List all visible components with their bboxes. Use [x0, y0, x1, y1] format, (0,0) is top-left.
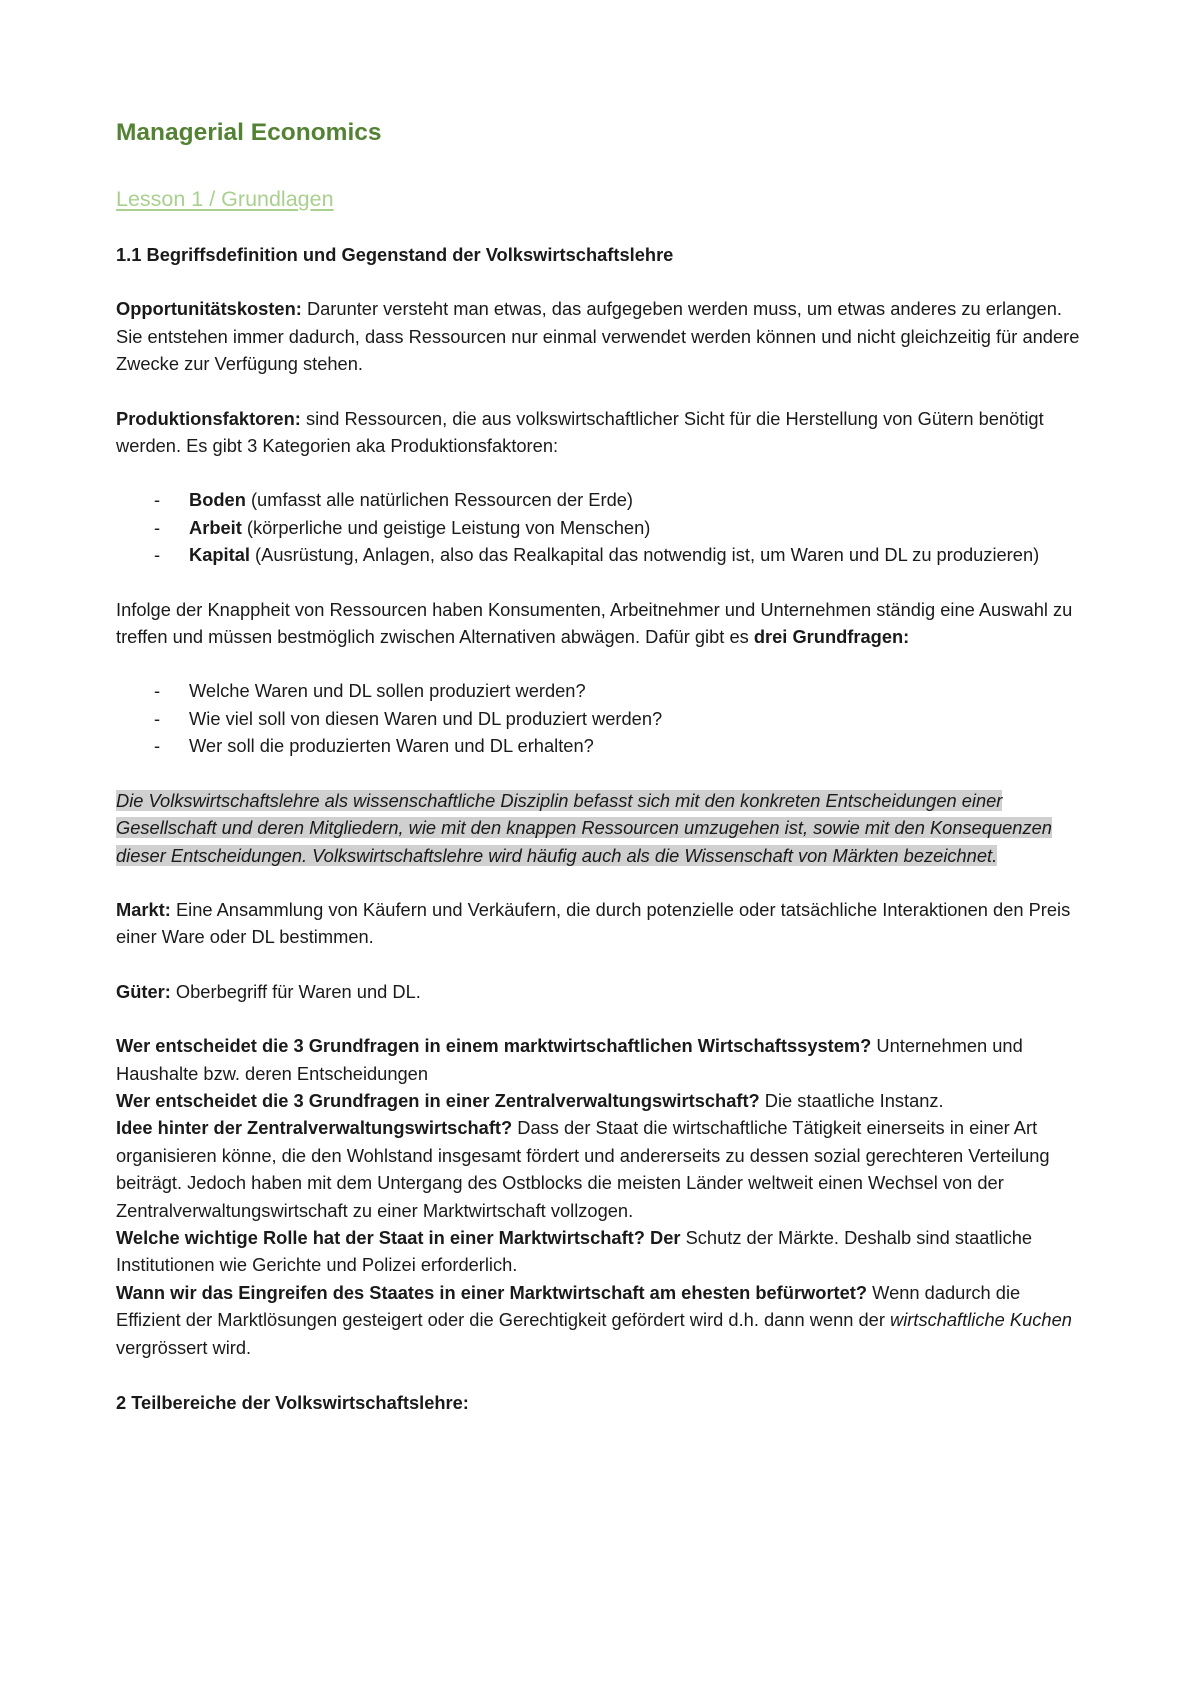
dash-bullet-icon: -	[154, 544, 161, 566]
production-factors-list	[116, 486, 1082, 568]
definition-goods: Oberbegriff für Waren und DL.	[170, 980, 421, 1002]
qa-question: Wer entscheidet die 3 Grundfragen in einem marktwirtschaftlichen Wirtschaftssystem?	[116, 1035, 872, 1057]
qa-answer-emphasis: wirtschaftliche Kuchen	[890, 1309, 1072, 1331]
paragraph-opportunity-costs	[116, 295, 1082, 377]
list-item	[116, 541, 1082, 568]
qa-item	[116, 1114, 1082, 1224]
factor-term: Boden	[189, 489, 246, 511]
highlighted-definition: Die Volkswirtschaftslehre als wissenschaftliche Disziplin befasst sich mit den konkreten Entscheidungen einer Gesellschaft und deren Mitgliedern, wie mit den knappen Ressourcen umzugehen ist, sowie mit den Konsequenzen dieser Entscheidungen. Volkswirtschaftslehre wird häufig auch als die Wissenschaft von Märkten bezeichnet.	[116, 789, 1052, 866]
qa-question: Welche wichtige Rolle hat der Staat in einer Marktwirtschaft? Der	[116, 1226, 681, 1248]
basic-questions-list	[116, 677, 1082, 759]
question-text: Wer soll die produzierten Waren und DL erhalten?	[189, 735, 594, 757]
document-title: Managerial Economics	[116, 119, 382, 146]
list-item	[116, 486, 1082, 513]
dash-bullet-icon: -	[154, 707, 161, 729]
qa-item	[116, 1224, 1082, 1279]
qa-item	[116, 1279, 1082, 1361]
definition-production-factors: sind Ressourcen, die aus volkswirtschaftlicher Sicht für die Herstellung von Gütern benötigt werden. Es gibt 3 Kategorien aka Produktionsfaktoren:	[116, 407, 1044, 457]
qa-question: Idee hinter der Zentralverwaltungswirtschaft?	[116, 1117, 513, 1139]
dash-bullet-icon: -	[154, 516, 161, 538]
factor-description: (umfasst alle natürlichen Ressourcen der Erde)	[245, 489, 634, 511]
dash-bullet-icon: -	[154, 735, 161, 757]
qa-answer: Wenn dadurch die Effizient der Marktlösungen gesteigert oder die Gerechtigkeit gefördert wird d.h. dann wenn der	[116, 1281, 1021, 1331]
term-opportunity-costs: Opportunitätskosten:	[116, 298, 302, 320]
factor-term: Kapital	[189, 544, 250, 566]
paragraph-production-factors	[116, 405, 1082, 460]
qa-answer: Unternehmen und Haushalte bzw. deren Entscheidungen	[116, 1035, 1023, 1084]
term-production-factors: Produktionsfaktoren:	[116, 407, 301, 429]
definition-market: Eine Ansammlung von Käufern und Verkäufern, die durch potenzielle oder tatsächliche Interaktionen den Preis einer Ware oder DL bestimmen.	[116, 898, 1071, 948]
paragraph-goods	[116, 978, 1082, 1005]
paragraph-market	[116, 896, 1082, 951]
qa-answer: Die staatliche Instanz.	[759, 1089, 944, 1111]
qa-block	[116, 1032, 1082, 1361]
qa-question: Wer entscheidet die 3 Grundfragen in einer Zentralverwaltungswirtschaft?	[116, 1089, 760, 1111]
term-goods: Güter:	[116, 980, 171, 1002]
qa-question: Wann wir das Eingreifen des Staates in einer Marktwirtschaft am ehesten befürwortet?	[116, 1281, 868, 1303]
section-heading-2: 2 Teilbereiche der Volkswirtschaftslehre:	[116, 1392, 469, 1413]
factor-description: (körperliche und geistige Leistung von Menschen)	[241, 516, 651, 538]
qa-item	[116, 1087, 1082, 1114]
definition-opportunity-costs: Darunter versteht man etwas, das aufgegeben werden muss, um etwas anderes zu erlangen. Sie entstehen immer dadurch, dass Ressourcen nur einmal verwendet werden können und nicht gleichzeitig für andere Zwecke zur Verfügung stehen.	[116, 298, 1080, 375]
list-item	[116, 514, 1082, 541]
dash-bullet-icon: -	[154, 489, 161, 511]
section-heading-1-1: 1.1 Begriffsdefinition und Gegenstand der Volkswirtschaftslehre	[116, 244, 674, 265]
dash-bullet-icon: -	[154, 680, 161, 702]
scarcity-bold: drei Grundfragen:	[753, 626, 910, 648]
qa-item	[116, 1032, 1082, 1087]
factor-term: Arbeit	[189, 516, 242, 538]
qa-answer: Schutz der Märkte. Deshalb sind staatliche Institutionen wie Gerichte und Polizei erforderlich.	[116, 1226, 1033, 1276]
list-item	[116, 677, 1082, 704]
lesson-heading: Lesson 1 / Grundlagen	[116, 187, 334, 211]
paragraph-definition-economics	[116, 787, 1082, 869]
factor-description: (Ausrüstung, Anlagen, also das Realkapital das notwendig ist, um Waren und DL zu produzieren)	[249, 544, 1040, 566]
qa-answer: Dass der Staat die wirtschaftliche Tätigkeit einerseits in einer Art organisieren könne, die den Wohlstand insgesamt fördert und andererseits zu dessen sozial gerechteren Verteilung beiträgt. Jedoch haben mit dem Untergang des Ostblocks die meisten Länder weltweit einen Wechsel von der Zentralverwaltungswirtschaft zu einer Marktwirtschaft vollzogen.	[116, 1117, 1050, 1221]
question-text: Wie viel soll von diesen Waren und DL produziert werden?	[189, 707, 663, 729]
term-market: Markt:	[116, 898, 171, 920]
qa-answer-tail: vergrössert wird.	[116, 1336, 252, 1358]
list-item	[116, 732, 1082, 759]
list-item	[116, 705, 1082, 732]
scarcity-text: Infolge der Knappheit von Ressourcen haben Konsumenten, Arbeitnehmer und Unternehmen ständig eine Auswahl zu treffen und müssen bestmöglich zwischen Alternativen abwägen. Dafür gibt es	[116, 598, 1073, 648]
paragraph-scarcity	[116, 596, 1082, 651]
question-text: Welche Waren und DL sollen produziert werden?	[189, 680, 586, 702]
